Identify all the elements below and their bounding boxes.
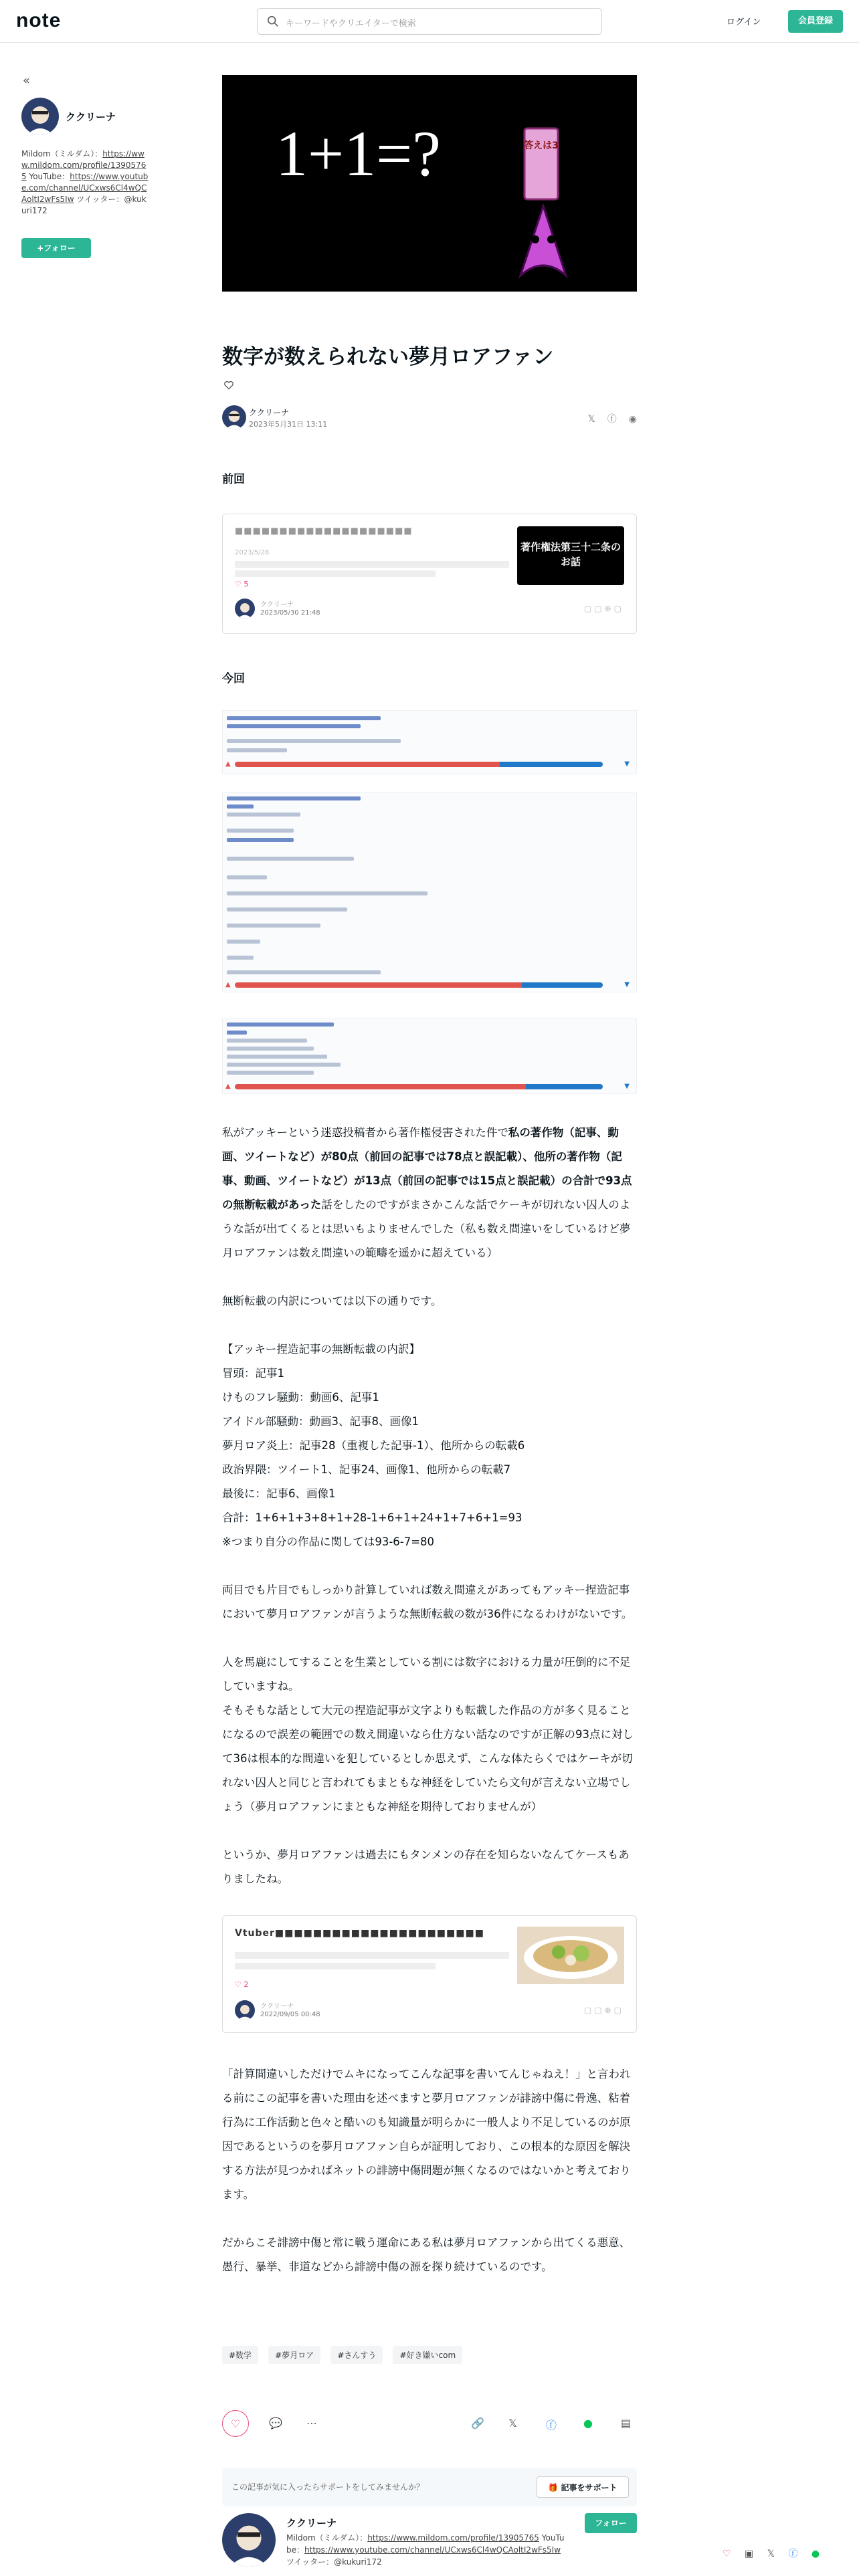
facebook-share-icon[interactable]: ⓕ — [788, 2549, 798, 2559]
publish-date: 2023年5月31日 13:11 — [249, 420, 328, 429]
bio-text: ツイッター：@kukuri172 — [286, 2557, 382, 2567]
x-share-icon[interactable]: 𝕏 — [587, 414, 595, 425]
bio-text: ツイッター：@kukuri172 — [21, 195, 147, 215]
author-profile-card — [222, 2513, 637, 2573]
support-text: この記事が気に入ったらサポートをしてみませんか？ — [231, 2482, 425, 2492]
bio-text: YouTube： — [26, 172, 70, 181]
card-desc-placeholder — [235, 570, 436, 577]
card-datetime: 2022/09/05 00:48 — [260, 2011, 320, 2018]
answer-text: 答えは3 — [524, 140, 559, 151]
article-paragraph-7: 「計算間違いしただけでムキになってこんな記事を書いてんじゃねえ！」と言われる前にこの記事を書いた理由を述べますと夢月ロアファンが誹謗中傷に骨逸、粘着行為に工作活動と色々と酷いのも知識量が明らかに一般人より不足しているのが原因であるというのを夢月ロアファン自らが証明しており、この根本的な原因を解決する方法が見つかればネットの誹謗中傷問題が無くなるのではないかと考えております。 — [222, 2068, 631, 2201]
breakdown-line: 冒頭：記事1 — [222, 1367, 284, 1380]
breakdown-line: アイドル部騒動：動画3、記事8、画像1 — [222, 1415, 419, 1428]
support-box — [222, 2468, 637, 2506]
login-link[interactable]: ログイン — [727, 17, 761, 27]
youtube-link[interactable]: https://www.youtube.com/channel/UCxws6Cl4wQCAoltI2wFs5Iw — [304, 2545, 561, 2555]
signup-button[interactable]: 会員登録 — [788, 10, 843, 33]
card-desc-placeholder — [235, 1952, 509, 1959]
support-button-label: 記事をサポート — [561, 2483, 617, 2492]
like-icon[interactable]: ♡ — [723, 2549, 731, 2559]
breakdown-line: 合計：1+6+1+3+8+1+28-1+6+1+24+1+7+6+1=93 — [222, 1511, 522, 1524]
mildom-link[interactable]: https://www.mildom.com/profile/13905765 — [21, 149, 147, 181]
card-like-count: 2 — [244, 1980, 249, 1989]
embedded-note-card-prev[interactable] — [222, 514, 637, 634]
eyecatch-image — [222, 75, 637, 292]
more-icon[interactable]: ⋯ — [306, 2417, 317, 2430]
tag[interactable]: #さんすう — [330, 2346, 383, 2364]
like-icon[interactable] — [223, 380, 234, 391]
magazine-icon[interactable]: ▣ — [745, 2549, 754, 2559]
line-share-icon[interactable]: ◉ — [628, 414, 637, 425]
mildom-link[interactable]: https://www.mildom.com/profile/13905765 — [367, 2533, 539, 2543]
breakdown-line: 最後に：記事6、画像1 — [222, 1487, 336, 1500]
copy-link-icon[interactable]: 🔗 — [471, 2417, 484, 2430]
card-likes: ♡ 5 — [235, 580, 249, 588]
bio-text: Mildom（ミルダム）： — [286, 2533, 368, 2543]
card-desc-placeholder — [235, 561, 509, 568]
comment-screenshot-1: ▲ ▼ — [222, 710, 637, 774]
breakdown-list — [222, 1337, 637, 1554]
card-likes: ♡ 2 — [235, 1980, 249, 1989]
article-paragraph-2: 無断転載の内訳については以下の通りです。 — [222, 1295, 442, 1307]
search-icon — [267, 15, 279, 27]
line-share-icon[interactable]: ● — [583, 2417, 593, 2430]
tag-list — [222, 2346, 469, 2364]
note-logo[interactable]: note — [16, 9, 62, 31]
sidebar-author-bio — [21, 148, 149, 217]
search-placeholder: キーワードやクリエイターで検索 — [286, 19, 416, 29]
card-title: ■■■■■■■■■■■■■■■■■■■■ — [235, 526, 413, 536]
article-title: 数字が数えられない夢月ロアファン — [222, 345, 554, 369]
card-datetime: 2023/05/30 21:48 — [260, 609, 320, 617]
avatar[interactable] — [222, 2513, 276, 2567]
card-author: ククリーナ — [260, 601, 294, 609]
avatar — [235, 599, 255, 619]
equation-text: 1+1=? — [276, 118, 441, 189]
article-paragraph-1 — [222, 1121, 637, 1265]
bold-text: 私の著作物（記事、動画、ツイートなど）が80点（前回の記事では78点と誤記載）、他所の著作物（記事、動画、ツイートなど）が13点（前回の記事では15点と誤記載）の合計で93点の無断転載があった — [222, 1126, 632, 1211]
share-mini-icons — [576, 412, 638, 425]
card-author: ククリーナ — [260, 2003, 294, 2010]
tag[interactable]: #夢月ロア — [268, 2346, 320, 2364]
line-share-icon[interactable]: ● — [811, 2549, 820, 2559]
card-thumb-text: 著作権法第三十二条の お話 — [520, 541, 621, 568]
text: 私がアッキーという迷惑投稿者から著作権侵害された件で — [222, 1126, 508, 1139]
text: 話をしたのですがまさかこんな話でケーキが切れない囚人のような話が出てくるとは思いもよりませんでした（私も数え間違いをしているけど夢月ロアファンは数え間違いの範疇を遥かに超えている） — [222, 1198, 631, 1259]
tag[interactable]: #数学 — [222, 2346, 258, 2364]
breakdown-line: 政治界隈：ツイート1、記事24、画像1、他所からの転載7 — [222, 1463, 511, 1476]
author-name[interactable]: ククリーナ — [286, 2517, 337, 2529]
comment-screenshot-3: ▲ ▼ — [222, 1018, 637, 1094]
facebook-share-icon[interactable]: ⓕ — [607, 414, 617, 425]
tag[interactable]: #好き嫌いcom — [393, 2346, 462, 2364]
x-share-icon[interactable]: 𝕏 — [767, 2549, 775, 2559]
sidebar-author-name[interactable]: ククリーナ — [66, 111, 116, 123]
avatar[interactable] — [21, 98, 59, 135]
article-author-row — [222, 405, 637, 432]
card-thumbnail — [517, 1927, 624, 1984]
follow-button[interactable]: +フォロー — [21, 238, 91, 258]
comment-icon[interactable]: 💬 — [269, 2417, 282, 2430]
avatar — [235, 2000, 255, 2020]
collapse-sidebar-icon[interactable]: « — [23, 74, 31, 88]
article-paragraph-6: というか、夢月ロアファンは過去にもタンメンの存在を知らないなんてケースもありましたね。 — [222, 1848, 630, 1885]
embedded-note-card-vtuber[interactable] — [222, 1915, 637, 2033]
card-action-icons: ▢▢⊕▢ — [583, 604, 624, 613]
bio-text: YouTube： — [286, 2533, 565, 2555]
card-thumbnail — [517, 526, 624, 585]
x-share-icon[interactable]: 𝕏 — [508, 2417, 517, 2430]
embed-icon[interactable]: ▤ — [621, 2417, 632, 2430]
article-paragraph-3: 両目でも片目でもしっかり計算していれば数え間違えがあってもアッキー捏造記事において夢月ロアファンが言うような無断転載の数が36件になるわけがないです。 — [222, 1584, 633, 1620]
bio-text: Mildom（ミルダム）： — [21, 149, 103, 158]
like-button[interactable]: ♡ — [222, 2410, 249, 2437]
card-title: Vtuber■■■■■■■■■■■■■■■■■■■■■■ — [235, 1928, 484, 1939]
article-paragraph-8: だからこそ誹謗中傷と常に戦う運命にある私は夢月ロアファンから出てくる悪意、愚行、暴挙、非道などから誹謗中傷の源を探り続けているのです。 — [222, 2236, 631, 2273]
author-bio — [286, 2532, 567, 2568]
breakdown-line: けものフレ騒動：動画6、記事1 — [222, 1391, 379, 1404]
section-heading-now: 今回 — [222, 672, 245, 685]
article-paragraph-4: 人を馬鹿にしてすることを生業としている割には数字における力量が圧倒的に不足していますね。 — [222, 1656, 631, 1693]
search-box[interactable] — [257, 8, 602, 35]
card-date-line: 2023/5/28 — [235, 549, 270, 556]
floating-action-bar — [723, 2547, 854, 2567]
site-header — [0, 0, 859, 43]
author-name[interactable]: ククリーナ — [249, 408, 290, 417]
card-like-count: 5 — [244, 580, 249, 588]
support-button[interactable]: 🎁 記事をサポート — [537, 2476, 629, 2498]
breakdown-line: 夢月ロア炎上：記事28（重複した記事-1）、他所からの転載6 — [222, 1439, 525, 1452]
article-actions — [222, 2410, 637, 2442]
article-paragraph-5: そもそもな話として大元の捏造記事が文字よりも転載した作品の方が多く見ることになるので誤差の範囲での数え間違いなら仕方ない話なのですが正解の93点に対して36は根本的な間違いを犯しているとしか思えず、こんな体たらくではケーキが切れない囚人と同じと言われてもまともな神経をしていたら文句が言えない立場でしょう（夢月ロアファンにまともな神経を期待しておりませんが） — [222, 1704, 634, 1813]
youtube-link[interactable]: https://www.youtube.com/channel/UCxws6Cl4wQCAoltI2wFs5Iw — [21, 172, 149, 204]
avatar[interactable] — [222, 405, 246, 429]
section-heading-prev: 前回 — [222, 473, 245, 486]
facebook-share-icon[interactable]: ⓕ — [546, 2419, 557, 2432]
card-desc-placeholder — [235, 1963, 436, 1969]
comment-screenshot-2: ▲ ▼ — [222, 792, 637, 992]
follow-button[interactable]: フォロー — [585, 2513, 637, 2533]
card-action-icons: ▢▢⊕▢ — [583, 2006, 624, 2015]
breakdown-line: ※つまり自分の作品に関しては93-6-7=80 — [222, 1535, 435, 1548]
breakdown-line: 【アッキー捏造記事の無断転載の内訳】 — [222, 1343, 420, 1356]
